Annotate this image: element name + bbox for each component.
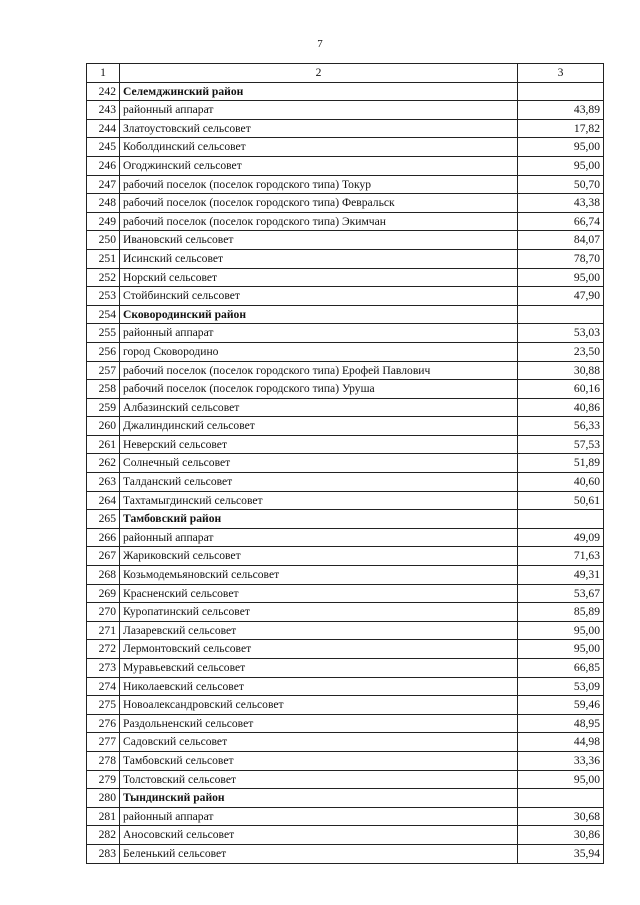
row-number: 279 — [87, 770, 120, 789]
row-name: Толстовский сельсовет — [120, 770, 518, 789]
table-row — [87, 249, 604, 268]
table-row — [87, 584, 604, 603]
row-name: Тындинский район — [120, 789, 518, 808]
row-value — [518, 305, 604, 324]
row-name: Беленький сельсовет — [120, 844, 518, 863]
row-value: 49,09 — [518, 528, 604, 547]
row-value: 51,89 — [518, 454, 604, 473]
row-name: Исинский сельсовет — [120, 249, 518, 268]
table-row — [87, 342, 604, 361]
table-row — [87, 324, 604, 343]
header-col-3: 3 — [518, 64, 604, 83]
table-row — [87, 603, 604, 622]
row-name: Златоустовский сельсовет — [120, 119, 518, 138]
row-name: Тамбовский район — [120, 510, 518, 529]
row-number: 245 — [87, 138, 120, 157]
row-value — [518, 82, 604, 101]
row-value: 95,00 — [518, 770, 604, 789]
row-number: 266 — [87, 528, 120, 547]
row-name: Тахтамыгдинский сельсовет — [120, 491, 518, 510]
row-name: Лазаревский сельсовет — [120, 621, 518, 640]
allocation-table — [86, 63, 604, 864]
header-col-1: 1 — [87, 64, 120, 83]
row-number: 276 — [87, 714, 120, 733]
row-number: 267 — [87, 547, 120, 566]
table-row — [87, 454, 604, 473]
table-row — [87, 398, 604, 417]
row-value: 47,90 — [518, 287, 604, 306]
row-number: 283 — [87, 844, 120, 863]
table-row — [87, 733, 604, 752]
district-row — [87, 305, 604, 324]
row-number: 255 — [87, 324, 120, 343]
table-row — [87, 714, 604, 733]
table-row — [87, 751, 604, 770]
row-value: 17,82 — [518, 119, 604, 138]
table-row — [87, 696, 604, 715]
row-value: 30,86 — [518, 826, 604, 845]
row-number: 248 — [87, 194, 120, 213]
table-row — [87, 380, 604, 399]
row-value: 53,03 — [518, 324, 604, 343]
table-row — [87, 194, 604, 213]
table-row — [87, 473, 604, 492]
row-name: Садовский сельсовет — [120, 733, 518, 752]
row-value: 85,89 — [518, 603, 604, 622]
row-number: 249 — [87, 212, 120, 231]
row-name: Стойбинский сельсовет — [120, 287, 518, 306]
row-number: 254 — [87, 305, 120, 324]
row-number: 243 — [87, 101, 120, 120]
row-value: 78,70 — [518, 249, 604, 268]
row-number: 244 — [87, 119, 120, 138]
row-name: Огоджинский сельсовет — [120, 156, 518, 175]
row-name: районный аппарат — [120, 807, 518, 826]
row-value: 95,00 — [518, 156, 604, 175]
row-name: Куропатинский сельсовет — [120, 603, 518, 622]
row-number: 265 — [87, 510, 120, 529]
row-value: 43,38 — [518, 194, 604, 213]
row-value: 53,67 — [518, 584, 604, 603]
row-number: 269 — [87, 584, 120, 603]
table-row — [87, 547, 604, 566]
table-row — [87, 844, 604, 863]
row-value: 95,00 — [518, 640, 604, 659]
row-value: 95,00 — [518, 621, 604, 640]
row-number: 260 — [87, 417, 120, 436]
row-number: 274 — [87, 677, 120, 696]
row-name: Норский сельсовет — [120, 268, 518, 287]
row-value: 23,50 — [518, 342, 604, 361]
row-value: 30,68 — [518, 807, 604, 826]
table-row — [87, 807, 604, 826]
table-row — [87, 212, 604, 231]
row-name: рабочий поселок (поселок городского типа) Ерофей Павлович — [120, 361, 518, 380]
row-number: 281 — [87, 807, 120, 826]
row-value: 57,53 — [518, 435, 604, 454]
row-name: Муравьевский сельсовет — [120, 659, 518, 678]
row-name: Николаевский сельсовет — [120, 677, 518, 696]
table-row — [87, 566, 604, 585]
row-number: 268 — [87, 566, 120, 585]
row-number: 275 — [87, 696, 120, 715]
row-number: 262 — [87, 454, 120, 473]
row-number: 278 — [87, 751, 120, 770]
row-number: 273 — [87, 659, 120, 678]
row-name: Аносовский сельсовет — [120, 826, 518, 845]
row-value: 71,63 — [518, 547, 604, 566]
row-number: 246 — [87, 156, 120, 175]
table-row — [87, 640, 604, 659]
row-value: 53,09 — [518, 677, 604, 696]
table-row — [87, 268, 604, 287]
row-value: 44,98 — [518, 733, 604, 752]
row-value: 66,85 — [518, 659, 604, 678]
table-row — [87, 659, 604, 678]
table-row — [87, 417, 604, 436]
row-number: 251 — [87, 249, 120, 268]
row-name: Жариковский сельсовет — [120, 547, 518, 566]
row-name: Красненский сельсовет — [120, 584, 518, 603]
row-value: 35,94 — [518, 844, 604, 863]
row-name: Лермонтовский сельсовет — [120, 640, 518, 659]
row-number: 280 — [87, 789, 120, 808]
row-name: Коболдинский сельсовет — [120, 138, 518, 157]
row-value: 95,00 — [518, 138, 604, 157]
row-name: районный аппарат — [120, 528, 518, 547]
table-row — [87, 621, 604, 640]
table-row — [87, 101, 604, 120]
row-value: 43,89 — [518, 101, 604, 120]
row-number: 264 — [87, 491, 120, 510]
row-number: 258 — [87, 380, 120, 399]
table-row — [87, 770, 604, 789]
row-name: Тамбовский сельсовет — [120, 751, 518, 770]
row-value: 56,33 — [518, 417, 604, 436]
district-row — [87, 82, 604, 101]
row-name: Неверский сельсовет — [120, 435, 518, 454]
table-header-row — [87, 64, 604, 83]
row-number: 259 — [87, 398, 120, 417]
table-row — [87, 491, 604, 510]
row-name: город Сковородино — [120, 342, 518, 361]
row-number: 272 — [87, 640, 120, 659]
row-value: 40,86 — [518, 398, 604, 417]
row-value: 50,70 — [518, 175, 604, 194]
row-name: Новоалександровский сельсовет — [120, 696, 518, 715]
header-col-2: 2 — [120, 64, 518, 83]
table-row — [87, 175, 604, 194]
row-name: рабочий поселок (поселок городского типа) Токур — [120, 175, 518, 194]
district-row — [87, 510, 604, 529]
row-name: Солнечный сельсовет — [120, 454, 518, 473]
row-value: 66,74 — [518, 212, 604, 231]
row-number: 263 — [87, 473, 120, 492]
table-row — [87, 119, 604, 138]
row-value: 49,31 — [518, 566, 604, 585]
row-number: 277 — [87, 733, 120, 752]
row-value: 50,61 — [518, 491, 604, 510]
table-row — [87, 361, 604, 380]
row-value: 84,07 — [518, 231, 604, 250]
row-value: 30,88 — [518, 361, 604, 380]
row-number: 256 — [87, 342, 120, 361]
row-number: 250 — [87, 231, 120, 250]
row-value: 40,60 — [518, 473, 604, 492]
row-value: 33,36 — [518, 751, 604, 770]
row-value — [518, 789, 604, 808]
table-row — [87, 287, 604, 306]
row-name: Сковородинский район — [120, 305, 518, 324]
row-name: Ивановский сельсовет — [120, 231, 518, 250]
row-name: Козьмодемьяновский сельсовет — [120, 566, 518, 585]
row-name: районный аппарат — [120, 101, 518, 120]
row-name: рабочий поселок (поселок городского типа) Экимчан — [120, 212, 518, 231]
row-number: 271 — [87, 621, 120, 640]
row-number: 247 — [87, 175, 120, 194]
table-row — [87, 826, 604, 845]
table-row — [87, 528, 604, 547]
table-row — [87, 138, 604, 157]
row-name: рабочий поселок (поселок городского типа) Уруша — [120, 380, 518, 399]
row-number: 252 — [87, 268, 120, 287]
table-row — [87, 435, 604, 454]
row-number: 253 — [87, 287, 120, 306]
row-value: 48,95 — [518, 714, 604, 733]
row-name: Албазинский сельсовет — [120, 398, 518, 417]
row-name: Селемджинский район — [120, 82, 518, 101]
row-name: Раздольненский сельсовет — [120, 714, 518, 733]
table-row — [87, 677, 604, 696]
row-name: Джалиндинский сельсовет — [120, 417, 518, 436]
row-number: 257 — [87, 361, 120, 380]
row-name: районный аппарат — [120, 324, 518, 343]
row-name: Талданский сельсовет — [120, 473, 518, 492]
page-number: 7 — [317, 38, 323, 50]
row-value: 59,46 — [518, 696, 604, 715]
table-row — [87, 231, 604, 250]
row-number: 282 — [87, 826, 120, 845]
row-number: 242 — [87, 82, 120, 101]
row-number: 270 — [87, 603, 120, 622]
row-value: 95,00 — [518, 268, 604, 287]
table-row — [87, 156, 604, 175]
district-row — [87, 789, 604, 808]
row-value: 60,16 — [518, 380, 604, 399]
row-value — [518, 510, 604, 529]
row-name: рабочий поселок (поселок городского типа) Февральск — [120, 194, 518, 213]
row-number: 261 — [87, 435, 120, 454]
